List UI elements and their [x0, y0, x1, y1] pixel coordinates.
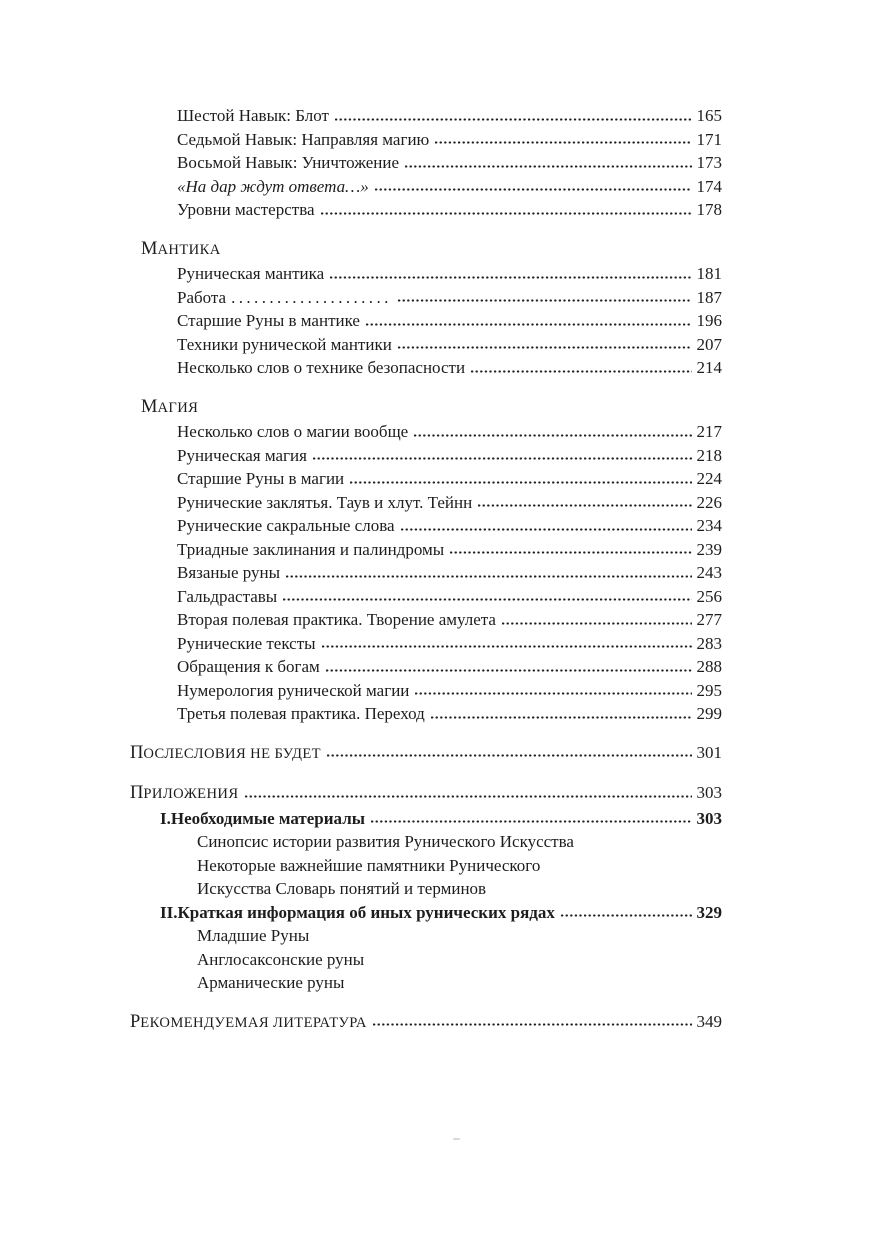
- page-number: 207: [696, 334, 722, 354]
- toc-entry-label: Седьмой Навык: Направляя магию: [177, 129, 430, 149]
- toc-entry-label: Руническая магия: [177, 445, 307, 465]
- toc-entry: [177, 655, 722, 679]
- toc-entry-label: Рунические сакральные слова: [177, 516, 395, 535]
- toc-entry: [177, 151, 722, 175]
- dot-leader: [286, 574, 691, 578]
- toc-entry: [177, 175, 722, 199]
- dot-leader: [245, 794, 692, 798]
- dot-leader: [502, 621, 692, 625]
- toc-entry: [177, 356, 722, 380]
- toc-entry: [177, 679, 722, 703]
- page-number: 329: [696, 902, 722, 922]
- toc-entry: [177, 702, 722, 726]
- dot-leader: [375, 188, 692, 192]
- page-number: 299: [696, 704, 722, 723]
- heading-rest: ОСЛЕСЛОВИЯ НЕ БУДЕТ: [143, 745, 321, 762]
- toc-entry: [177, 491, 722, 515]
- section-heading-posleslovie: [130, 741, 722, 767]
- toc-entry: [177, 262, 722, 286]
- dot-leader: [401, 527, 692, 531]
- dot-leader: [313, 457, 692, 461]
- section-heading-magiya: [141, 395, 722, 421]
- heading-initial: М: [141, 396, 158, 417]
- heading-initial: П: [130, 742, 144, 763]
- dot-leader: [431, 715, 692, 719]
- toc-entry-label: Несколько слов о магии вообще: [177, 422, 409, 441]
- page-number: 171: [696, 129, 722, 149]
- toc-entry-label: Вязаные руны: [177, 563, 281, 582]
- appendix-subitem: [197, 924, 722, 948]
- toc-entry-label: Руническая мантика: [177, 264, 325, 283]
- page-number: 178: [696, 200, 722, 219]
- dot-leader: [478, 504, 691, 508]
- dot-leader: [405, 164, 691, 168]
- page-number: 301: [696, 742, 722, 762]
- heading-rest: ЕКОМЕНДУЕМАЯ ЛИТЕРАТУРА: [140, 1014, 367, 1031]
- heading-rest: АГИЯ: [157, 399, 199, 416]
- dot-leader: [330, 275, 691, 279]
- section-heading-mantika: [141, 237, 722, 263]
- appendix-subitem-label: Синопсис истории развития Рунического Искусства: [197, 832, 574, 851]
- appendix-item-label: I.Необходимые материалы: [160, 808, 366, 828]
- appendix-item-label: II.Краткая информация об иных рунических рядах: [160, 902, 555, 922]
- dot-leader: [450, 551, 691, 555]
- dot-leader: [350, 480, 691, 484]
- toc-entry-label: Несколько слов о технике безопасности: [177, 358, 466, 377]
- page-number: 303: [696, 783, 722, 802]
- page-number: 165: [696, 106, 722, 125]
- toc-entry-label: Работа: [177, 287, 227, 307]
- dot-leader: [415, 692, 691, 696]
- dot-leader: [398, 299, 692, 303]
- page-number: 283: [696, 633, 722, 653]
- section-heading-prilozheniya: [130, 781, 722, 807]
- dot-leader: [321, 211, 692, 215]
- toc-page: [130, 104, 722, 1035]
- toc-entry: [177, 561, 722, 585]
- page-number: 217: [696, 422, 722, 441]
- dot-leader: [561, 914, 692, 918]
- toc-entry-label: Старшие Руны в мантике: [177, 311, 360, 330]
- dot-leader: [371, 820, 691, 824]
- appendix-subitem: [197, 854, 722, 878]
- page-number: 218: [696, 445, 722, 465]
- toc-entry-label: Триадные заклинания и палиндромы: [177, 539, 445, 559]
- page-number: 243: [696, 563, 722, 582]
- heading-initial: Р: [130, 1011, 141, 1032]
- toc-entry: [177, 286, 722, 310]
- heading-rest: РИЛОЖЕНИЯ: [143, 786, 239, 802]
- toc-entry: [177, 467, 722, 491]
- toc-entry: [177, 198, 722, 222]
- page-number: 187: [696, 287, 722, 307]
- page-number: 181: [696, 264, 722, 283]
- page-number: 173: [696, 153, 722, 172]
- toc-entry-label: Рунические заклятья. Таув и хлут. Тейнн: [177, 492, 473, 512]
- appendix-item: [160, 807, 722, 831]
- toc-entry-label: Уровни мастерства: [177, 200, 315, 219]
- toc-entry-label: Третья полевая практика. Переход: [177, 704, 425, 723]
- toc-entry-label: Техники рунической мантики: [177, 334, 392, 354]
- dot-leader: [366, 322, 692, 326]
- toc-entry: [177, 309, 722, 333]
- toc-entry-label: Нумерология рунической магии: [177, 680, 410, 700]
- page-number: 349: [696, 1011, 722, 1031]
- toc-entry-label: Рунические тексты: [177, 633, 316, 653]
- page-number: 277: [696, 610, 722, 629]
- dot-leader: [322, 645, 692, 649]
- toc-entry: [177, 104, 722, 128]
- dot-leader: [471, 369, 691, 373]
- page-number: 295: [696, 680, 722, 700]
- toc-entry-label: Гальдраставы: [177, 586, 278, 606]
- toc-entry: [177, 128, 722, 152]
- appendix-item: [160, 901, 722, 925]
- page-number: 174: [696, 176, 722, 196]
- appendix-subitem: [197, 877, 722, 901]
- appendix-subitem-label: Англосаксонские руны: [197, 949, 365, 969]
- dot-leader: [414, 433, 691, 437]
- page-number: 224: [696, 469, 722, 488]
- appendix-subitem-label: Искусства Словарь понятий и терминов: [197, 879, 487, 898]
- toc-entry-label: Шестой Навык: Блот: [177, 106, 329, 125]
- dot-leader: [283, 598, 691, 602]
- toc-entry-label: Вторая полевая практика. Творение амулета: [177, 610, 496, 629]
- page-number: 234: [696, 516, 722, 535]
- appendix-subitem: [197, 830, 722, 854]
- page-number: 214: [696, 358, 722, 377]
- heading-initial: М: [141, 238, 158, 259]
- heading-initial: П: [130, 783, 144, 803]
- scan-artifact-mark: [453, 1138, 460, 1140]
- dot-leader: [398, 346, 692, 350]
- wide-dot-leader: .....................: [231, 287, 392, 307]
- toc-entry-label: Старшие Руны в магии: [177, 469, 345, 488]
- page-number: 303: [696, 808, 722, 828]
- page-number: 239: [696, 539, 722, 559]
- toc-entry: [177, 585, 722, 609]
- page-number: 226: [696, 492, 722, 512]
- toc-entry: [177, 538, 722, 562]
- dot-leader: [373, 1023, 692, 1027]
- toc-entry: [177, 632, 722, 656]
- page-number: 256: [696, 586, 722, 606]
- heading-rest: АНТИКА: [157, 241, 221, 258]
- dot-leader: [327, 754, 692, 758]
- toc-entry: [177, 444, 722, 468]
- appendix-subitem-label: Младшие Руны: [197, 926, 310, 945]
- toc-entry: [177, 514, 722, 538]
- appendix-subitem: [197, 971, 722, 995]
- appendix-subitem-label: Некоторые важнейшие памятники Рунического: [197, 855, 541, 875]
- section-heading-literatura: [130, 1010, 722, 1036]
- appendix-subitem-label: Арманические руны: [197, 973, 345, 992]
- dot-leader: [335, 117, 692, 121]
- toc-entry-label: Обращения к богам: [177, 657, 320, 676]
- dot-leader: [326, 668, 692, 672]
- toc-entry-label: «На дар ждут ответа…»: [177, 176, 369, 196]
- toc-entry: [177, 333, 722, 357]
- toc-entry: [177, 608, 722, 632]
- appendix-subitem: [197, 948, 722, 972]
- page-number: 196: [696, 311, 722, 330]
- page-number: 288: [696, 657, 722, 676]
- toc-entry: [177, 420, 722, 444]
- dot-leader: [435, 141, 691, 145]
- toc-entry-label: Восьмой Навык: Уничтожение: [177, 153, 400, 172]
